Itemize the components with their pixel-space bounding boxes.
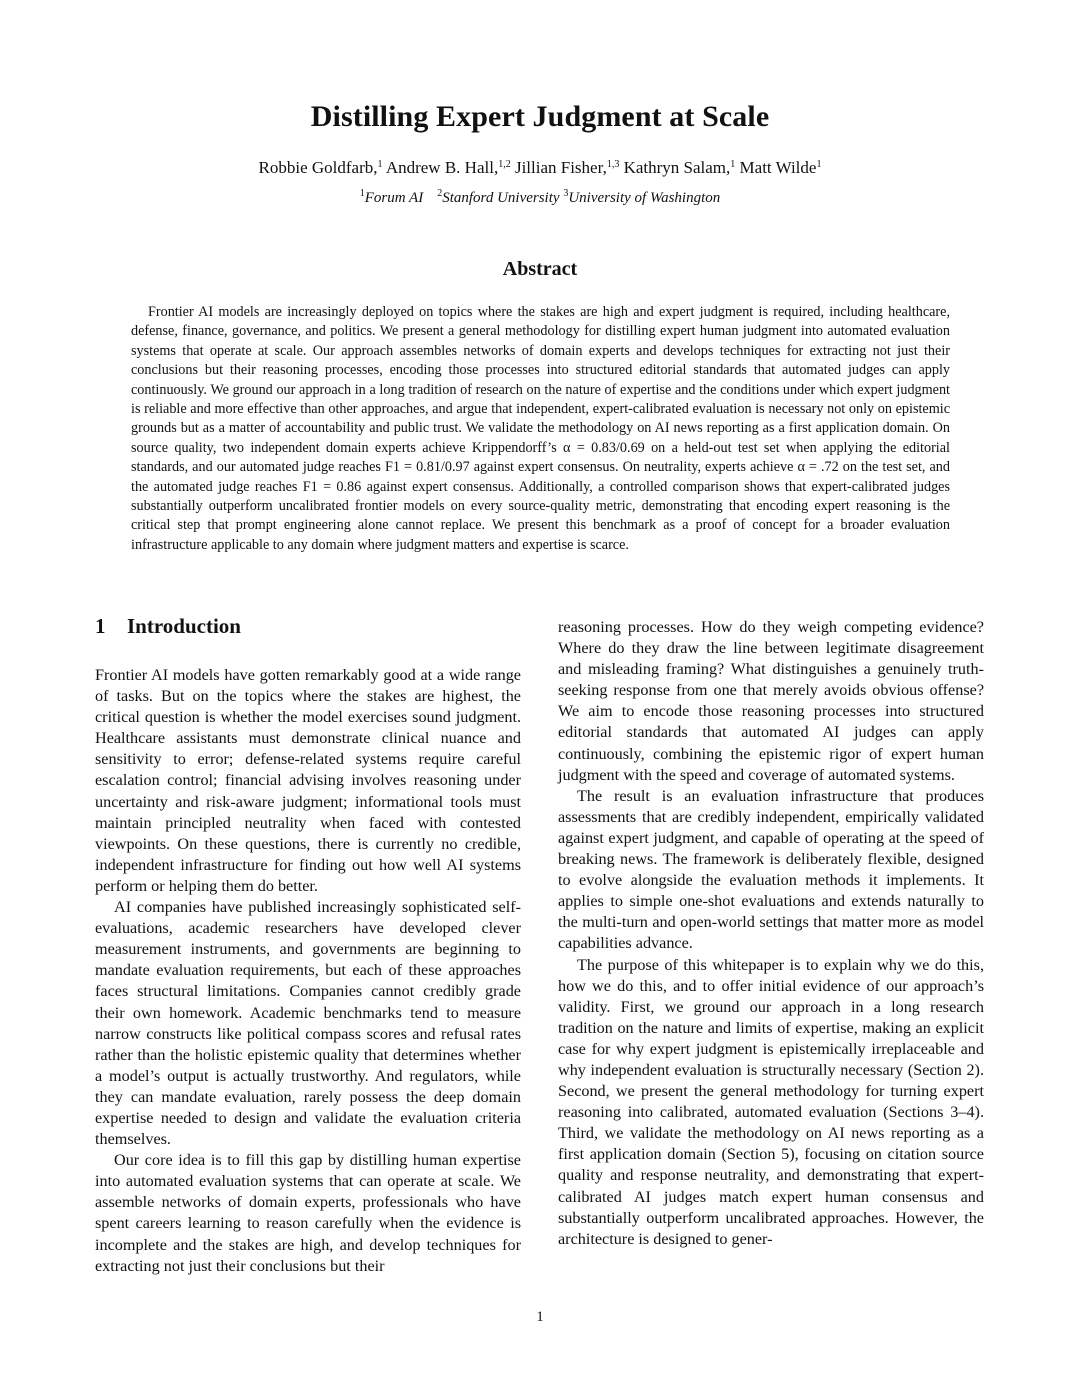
paragraph: The result is an evaluation infrastructure that produces assessments that are credibly independent, empirically validated against expert judgment, and capable of operating at the speed of breaking news. The framework is deliberately flexible, designed to evolve alongside the evaluation methods it implements. It applies to simple one-shot evaluations and extends naturally to the multi-turn and open-world settings that matter more as model capabilities advance. <box>558 786 984 953</box>
affiliation: University of Washington <box>568 190 721 206</box>
paragraph: The purpose of this whitepaper is to explain why we do this, how we do this, and to offer initial evidence of our approach’s validity. First, we ground our approach in a long research tradition on the nature and limits of expertise, making an explicit case for why expert judgment is epistemically irreplaceable and why independent evaluation is structurally necessary (Section 2). Second, we present the general methodology for turning expert reasoning into calibrated, automated evaluation (Sections 3–4). Third, we validate the methodology on AI news reporting as a first application domain (Section 5), focusing on citation source quality and response neutrality, and demonstrating that expert-calibrated AI judges match expert human consensus and substantially outperform uncalibrated approaches. However, the architecture is designed to gener- <box>558 955 984 1248</box>
author-list <box>0 158 1080 178</box>
paragraph: Our core idea is to fill this gap by distilling human expertise into automated evaluation systems that can operate at scale. We assemble networks of domain experts, professionals who have spent careers learning to reason carefully when the evidence is incomplete and the stakes are high, and develop techniques for extracting not just their conclusions but their <box>95 1151 521 1275</box>
author-affil-marker: 1 <box>730 159 736 170</box>
paragraph: AI companies have published increasingly sophisticated self-evaluations, academic researchers have developed clever measurement instruments, and governments are beginning to mandate evaluation requirements, but each of these approaches faces structural limitations. Companies cannot credibly grade their own homework. Academic benchmarks tend to measure narrow constructs like political compass scores and refusal rates rather than the holistic epistemic quality that determines whether a model’s output is actually trustworthy. And regulators, while they can mandate evaluation, rarely possess the deep domain expertise needed to design and validate the evaluation criteria themselves. <box>95 898 521 1149</box>
paragraph: Frontier AI models have gotten remarkably good at a wide range of tasks. But on the topics where the stakes are highest, the critical question is whether the model exercises sound judgment. Healthcare assistants must demonstrate clinical nuance and sensitivity to error; defense-related systems require careful escalation control; financial advising involves reasoning under uncertainty and risk-aware judgment; informational tools must maintain principled neutrality when faced with contested viewpoints. On these questions, there is currently no credible, independent infrastructure for finding out how well AI systems perform or helping them do better. <box>95 666 521 895</box>
page-number: 1 <box>536 1309 544 1325</box>
paragraph: reasoning processes. How do they weigh competing evidence? Where do they draw the line between legitimate disagreement and misleading framing? What distinguishes a genuinely truth-seeking response from one that merely avoids obvious offense? We aim to encode those reasoning processes into structured editorial standards that automated AI judges can apply continuously, combining the epistemic rigor of expert human judgment with the speed and coverage of automated systems. <box>558 618 984 784</box>
right-column <box>558 617 984 1250</box>
author-name: Kathryn Salam, <box>623 158 731 177</box>
affiliation: Forum AI <box>364 190 424 206</box>
author-name: Robbie Goldfarb, <box>258 158 378 177</box>
author-affil-marker: 1,3 <box>606 159 620 170</box>
paper-title: Distilling Expert Judgment at Scale <box>310 100 770 133</box>
affil-marker: 1 <box>359 188 365 199</box>
author-affil-marker: 1 <box>377 159 383 170</box>
author-name: Jillian Fisher, <box>514 158 607 177</box>
author-name: Andrew B. Hall, <box>385 158 499 177</box>
author-affil-marker: 1,2 <box>498 159 511 170</box>
abstract-body: Frontier AI models are increasingly deployed on topics where the stakes are high and expert judgment is required, including healthcare, defense, finance, governance, and politics. We present a general methodology for distilling expert human judgment into automated evaluation systems that operate at scale. Our approach assembles networks of domain experts and develops techniques for extracting not just their conclusions but their reasoning processes, encoding those processes into structured editorial standards that automated judges can apply continuously. We ground our approach in a long tradition of research on the nature of expertise and the conditions under which expert judgment is reliable and more effective than other approaches, and argue that independent, expert-calibrated evaluation is necessary not only on epistemic grounds but as a matter of accountability and public trust. We validate the methodology on AI news reporting as a first application domain. On source quality, two independent domain experts achieve Krippendorff’s α = 0.83/0.69 on a held-out test set when applying the editorial standards, and our automated judge reaches F1 = 0.81/0.97 against expert consensus. On neutrality, experts achieve α = .72 on the test set, and the automated judge reaches F1 = 0.86 against expert consensus. Additionally, a controlled comparison shows that expert-calibrated judges substantially outperform uncalibrated frontier models on every source-quality metric, demonstrating that encoding expert reasoning is the critical step that prompt engineering alone cannot replace. We present this benchmark as a proof of concept for a broader evaluation infrastructure applicable to any domain where judgment matters and expertise is scarce. <box>131 304 950 553</box>
affil-marker: 2 <box>437 188 443 199</box>
section-title: Introduction <box>127 614 241 638</box>
left-column <box>95 613 521 1277</box>
author-affil-marker: 1 <box>816 159 822 170</box>
affiliation: Stanford University <box>442 190 560 206</box>
affiliation-list <box>0 190 1080 207</box>
author-name: Matt Wilde <box>739 158 817 177</box>
abstract-heading: Abstract <box>502 258 578 280</box>
section-heading <box>95 613 521 639</box>
affil-marker: 3 <box>563 188 569 199</box>
section-number: 1 <box>95 614 106 638</box>
